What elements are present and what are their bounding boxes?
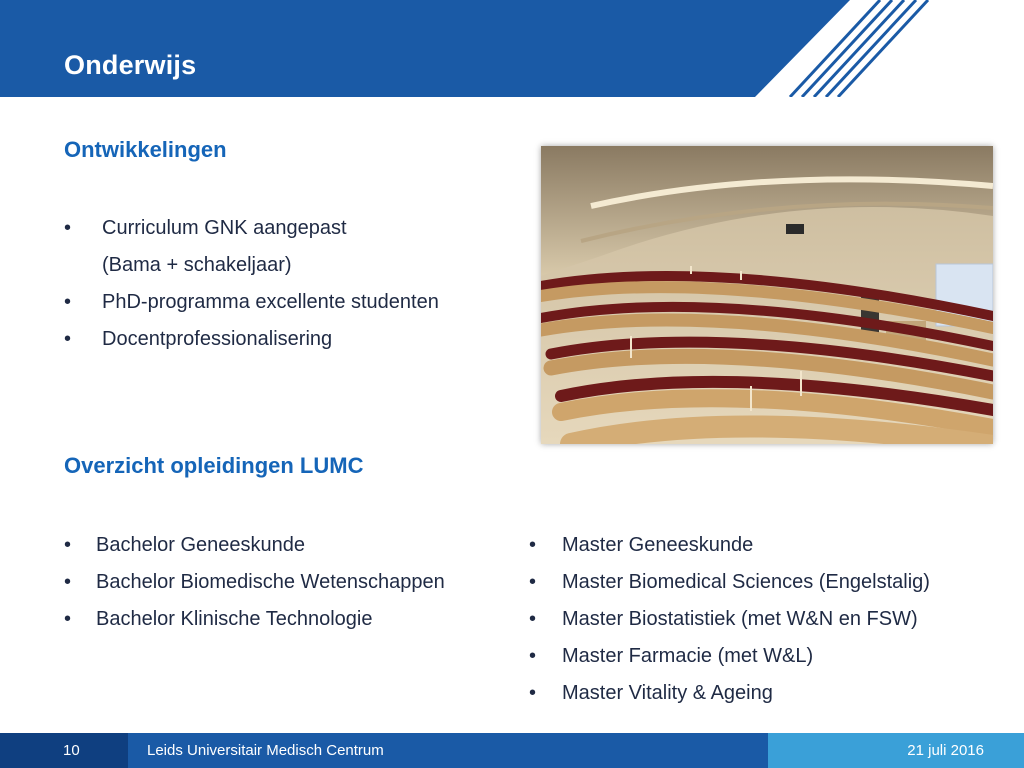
list-item-text: Master Biostatistiek (met W&N en FSW): [562, 608, 918, 630]
bullet-dot: •: [64, 571, 72, 593]
list-item-text: Master Farmacie (met W&L): [562, 645, 814, 667]
bullet-dot: •: [64, 534, 72, 556]
list-item: [529, 638, 1009, 675]
list-item: [529, 675, 1009, 712]
developments-heading: Ontwikkelingen: [64, 137, 227, 162]
list-item: [64, 564, 514, 601]
bullet-dot: •: [64, 608, 72, 630]
list-item: [64, 284, 514, 321]
bullet-dot: •: [529, 608, 537, 630]
list-item: [64, 247, 514, 284]
bullet-dot: •: [64, 328, 72, 350]
slide-title: Onderwijs: [64, 50, 197, 80]
developments-list: [64, 210, 514, 358]
list-item: [64, 527, 514, 564]
page-number: 10: [63, 742, 80, 759]
list-item: [529, 564, 1009, 601]
bullet-dot: •: [64, 217, 72, 239]
organization-name: Leids Universitair Medisch Centrum: [147, 742, 384, 759]
bullet-dot: •: [64, 291, 72, 313]
list-item-text: Master Vitality & Ageing: [562, 682, 773, 704]
slide-footer: [0, 733, 1024, 768]
list-item: [64, 601, 514, 638]
list-item-text: Bachelor Geneeskunde: [96, 534, 306, 556]
page-number-box: [0, 733, 128, 768]
list-item: [64, 210, 514, 247]
list-item-text: Bachelor Biomedische Wetenschappen: [96, 571, 445, 593]
slide-header: [0, 0, 1024, 97]
bullet-dot: •: [529, 682, 537, 704]
bullet-dot: •: [529, 571, 537, 593]
list-item: [64, 321, 514, 358]
overview-heading: Overzicht opleidingen LUMC: [64, 453, 364, 478]
list-item-text: Master Biomedical Sciences (Engelstalig): [562, 571, 930, 593]
master-list: [529, 527, 1009, 712]
bachelor-list: [64, 527, 514, 638]
list-item: [529, 601, 1009, 638]
list-item-text: PhD-programma excellente studenten: [102, 291, 439, 313]
slide-date: 21 juli 2016: [907, 742, 984, 759]
list-item-text: Docentprofessionalisering: [102, 328, 333, 350]
list-item: [529, 527, 1009, 564]
date-box: [768, 733, 1024, 768]
bullet-dot: •: [529, 645, 537, 667]
list-item-text: Curriculum GNK aangepast: [102, 217, 347, 239]
list-item-text: Master Geneeskunde: [562, 534, 754, 556]
lecture-hall-photo: [541, 146, 993, 444]
list-item-text: (Bama + schakeljaar): [102, 254, 292, 276]
list-item-text: Bachelor Klinische Technologie: [96, 608, 373, 630]
header-stripes: [0, 0, 1024, 97]
bullet-dot: •: [529, 534, 537, 556]
